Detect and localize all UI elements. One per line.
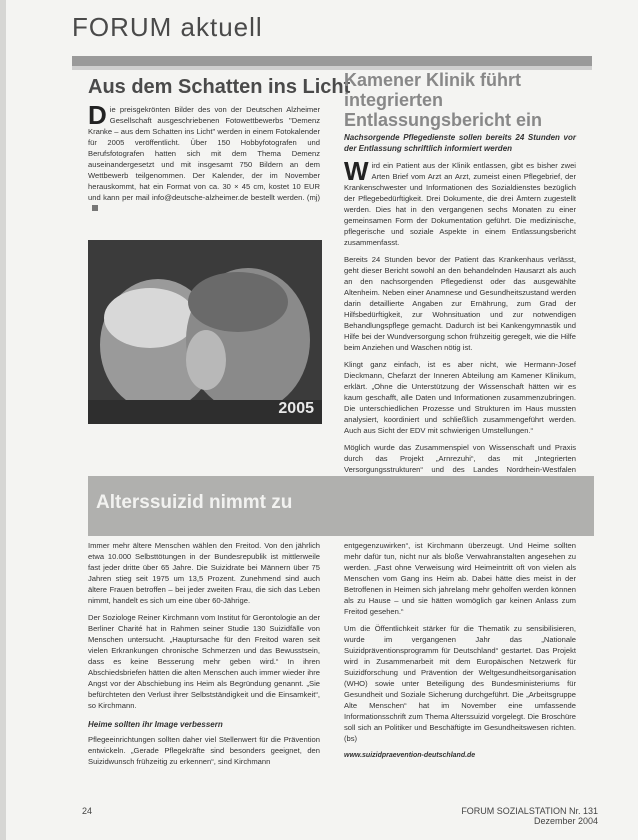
end-mark-icon [92,205,98,211]
header-rule [72,56,592,66]
right-article-body [344,132,576,503]
right-article-paragraph: Wird ein Patient aus der Klinik entlassen, gibt es bisher zwei Arten Brief vom Arzt an Arzt, zumeist einen Pflegebrief, der Krankenschwester und Informationen des Sozialdienstes bezüglich der Pflegebedürftigkeit. Drei Dokumente, die drei Ämtern zugestellt werden. Dies hat in den vergangenen sechs Monaten zu einer gemeinsamen Form der Dokumentation geführt. Die medizinische, pflegerische und soziale Aspekte in einem Entlassungsbericht zusammenfasst. [344,156,576,247]
calendar-year: 2005 [278,400,314,417]
right-article-dropcap: W [344,156,369,186]
left-article-text: ie preisgekrönten Bilder des von der Deutschen Alzheimer Gesellschaft ausgeschriebenen Fotowettbewerbs "Demenz Kranke – aus dem Schatten ins Licht" werden in einem Fotokalender für 2005 veröffentlicht. Über 150 Hobbyfotografen und Berufsfotografen hatten sich mit dem Thema Demenz auseinandergesetzt und mit insgesamt 750 Bildern an dem Wettbewerb teilgenommen. Der Kalender, der im November herauskommt, hat ein Format von ca. 30 × 45 cm, kostet 10 EUR und kann per mail info@deutsche-alzheimer.de bestellt werden. (mj) [88,105,320,202]
bottom-article-paragraph: entgegenzuwirken“, ist Kirchmann überzeugt. Und Heime sollten mehr dafür tun, nicht nur als bloße Verwahranstalten angesehen zu werden. „Fast ohne Verweisung wird Heimeintritt oft von vielen als Menschen vom Gang ins Heim ab. Dabei hätte dies meist in der Betroffenen in Heimen sich jahrelang mehr geholfen werden können als zu Hause – und sie hätten womöglich gar keinen Anlass zum Freitod gesehen.“ [344,541,576,616]
section-header [72,12,312,52]
right-article-lead: Nachsorgende Pflegedienste sollen bereits 24 Stunden vor der Entlassung schriftlich informiert werden [344,133,576,153]
issue-footer: FORUM SOZIALSTATION Nr. 131 Dezember 2004 [461,806,598,826]
bottom-article-paragraph: Pflegeeinrichtungen sollten daher viel Stellenwert für die Prävention entwickeln. „Gerade Pflegekräfte sind besonders geeignet, den Suizidwunsch frühzeitig zu erkennen“, sind Kirchmann [88,735,320,766]
left-article-dropcap: D [88,100,107,130]
right-article-title: Kamener Klinik führt integrierten Entlassungsbericht ein [344,70,543,130]
right-article-paragraph: Klingt ganz einfach, ist es aber nicht, wie Hermann-Josef Dieckmann, Chefarzt der Inneren Abteilung am Kamener Klinikum, erklärt. „Ohne die Unterstützung der Wissenschaft hätten wir es kaum geschafft, alle Daten und Informationen zusammenzubringen. Die unterschiedlichen Prozesse und Strukturen im Haus mussten analysiert, koordiniert und schließlich zusammengeführt werden. Auch aus Sicht der EDV mit schwierigen Umstellungen.“ [344,360,576,435]
left-article-body [88,100,320,214]
bottom-article-link[interactable]: www.suizidpraevention-deutschland.de [344,752,476,759]
page-edge [0,0,6,840]
bottom-article-paragraph: Um die Öffentlichkeit stärker für die Thematik zu sensibilisieren, wurde im vergangenen Jahr das „Nationale Suizidpräventionsprogramm für Deutschland“ gestartet. Das Projekt wird in Zusammenarbeit mit dem Europäischen Netzwerk für Suizidforschung und Prävention der Weltgesundheitsorganisation (WHO) sowie unter Beteiligung des Bundesministeriums für Gesundheit und Soziale Sicherung durchgeführt. Die „Arbeitsgruppe Alte Menschen“ hat im November eine umfassende Informationsschrift zum Thema Alterssuizid vorgelegt. Die Broschüre soll sich an Politiker und Beschäftigte im Gesundheitswesen richten. (bs) [344,624,576,743]
calendar-photo [88,240,322,424]
bottom-article-title: Alterssuizid nimmt zu [96,492,293,513]
right-article-paragraph: Möglich wurde das Zusammenspiel von Wissenschaft und Praxis durch das Projekt „Arnrezuhi“, das mit „Integrierten Versorgungsstrukturen“ und des Landes Nordrhein-Westfalen [344,443,576,474]
section-title: FORUM aktuell [72,12,263,42]
bottom-article-left-column [88,540,320,773]
right-article-paragraph: Bereits 24 Stunden bevor der Patient das Krankenhaus verlässt, geht dieser Bericht sowohl an den behandelnden Hausarzt als auch an den nachsorgenden Pflegedienst oder das ausgewählte Altenheim. Neben einer Anamnese und Gesundheitszustand werden darin detaillierte Angaben zur Ernährung, zum Grad der Hilfsbedürftigkeit, zur Wohnsituation und zur notwendigen Behandlungspflege gemacht. Dadurch ist bei Kankengymnastik und Hilfe bei der Wundversorgung schon frühzeitig geregelt, wie die Hilfe beim Anziehen und Waschen nötig ist. [344,255,576,352]
bottom-article-subhead: Heime sollten ihr Image verbessern [88,720,223,729]
bottom-article-right-column [344,540,576,761]
two-faces-photo-illustration [88,240,322,424]
bottom-article-paragraph: Immer mehr ältere Menschen wählen den Freitod. Von den jährlich etwa 10.000 Selbsttötungen in der Bundesrepublik ist mittlerweile fast jeder dritte über 65 Jahre. Die Suizidrate bei Männern über 75 Jahren stieg seit 1975 um 13,5 Prozent. Zunehmend sind auch ältere Frauen betroffen – bei jeder zweiten Frau, die sich das Leben nimmt, handelt es sich um eine über 60-Jährige. [88,541,320,605]
bottom-article-paragraph: Der Soziologe Reiner Kirchmann vom Institut für Gerontologie an der Berliner Charité hat in Rahmen seiner Studie 130 Suizidfälle von Menschen untersucht. „Hauptursache für den Freitod waren seit vielen Erkrankungen chronische Schmerzen und das Bewusstsein, dass es keine Besserung mehr geben wird.“ In ihren Abschiedsbriefen hätten die alten Menschen auch immer wieder ihre Angst vor der Abschiebung ins Heim als Begründung genannt. „Sie befürchteten den Verlust ihrer Selbstständigkeit und die Einsamkeit“, so Kirchmann. [88,613,320,710]
page-number: 24 [82,806,93,816]
left-article-title: Aus dem Schatten ins Licht [88,76,351,98]
